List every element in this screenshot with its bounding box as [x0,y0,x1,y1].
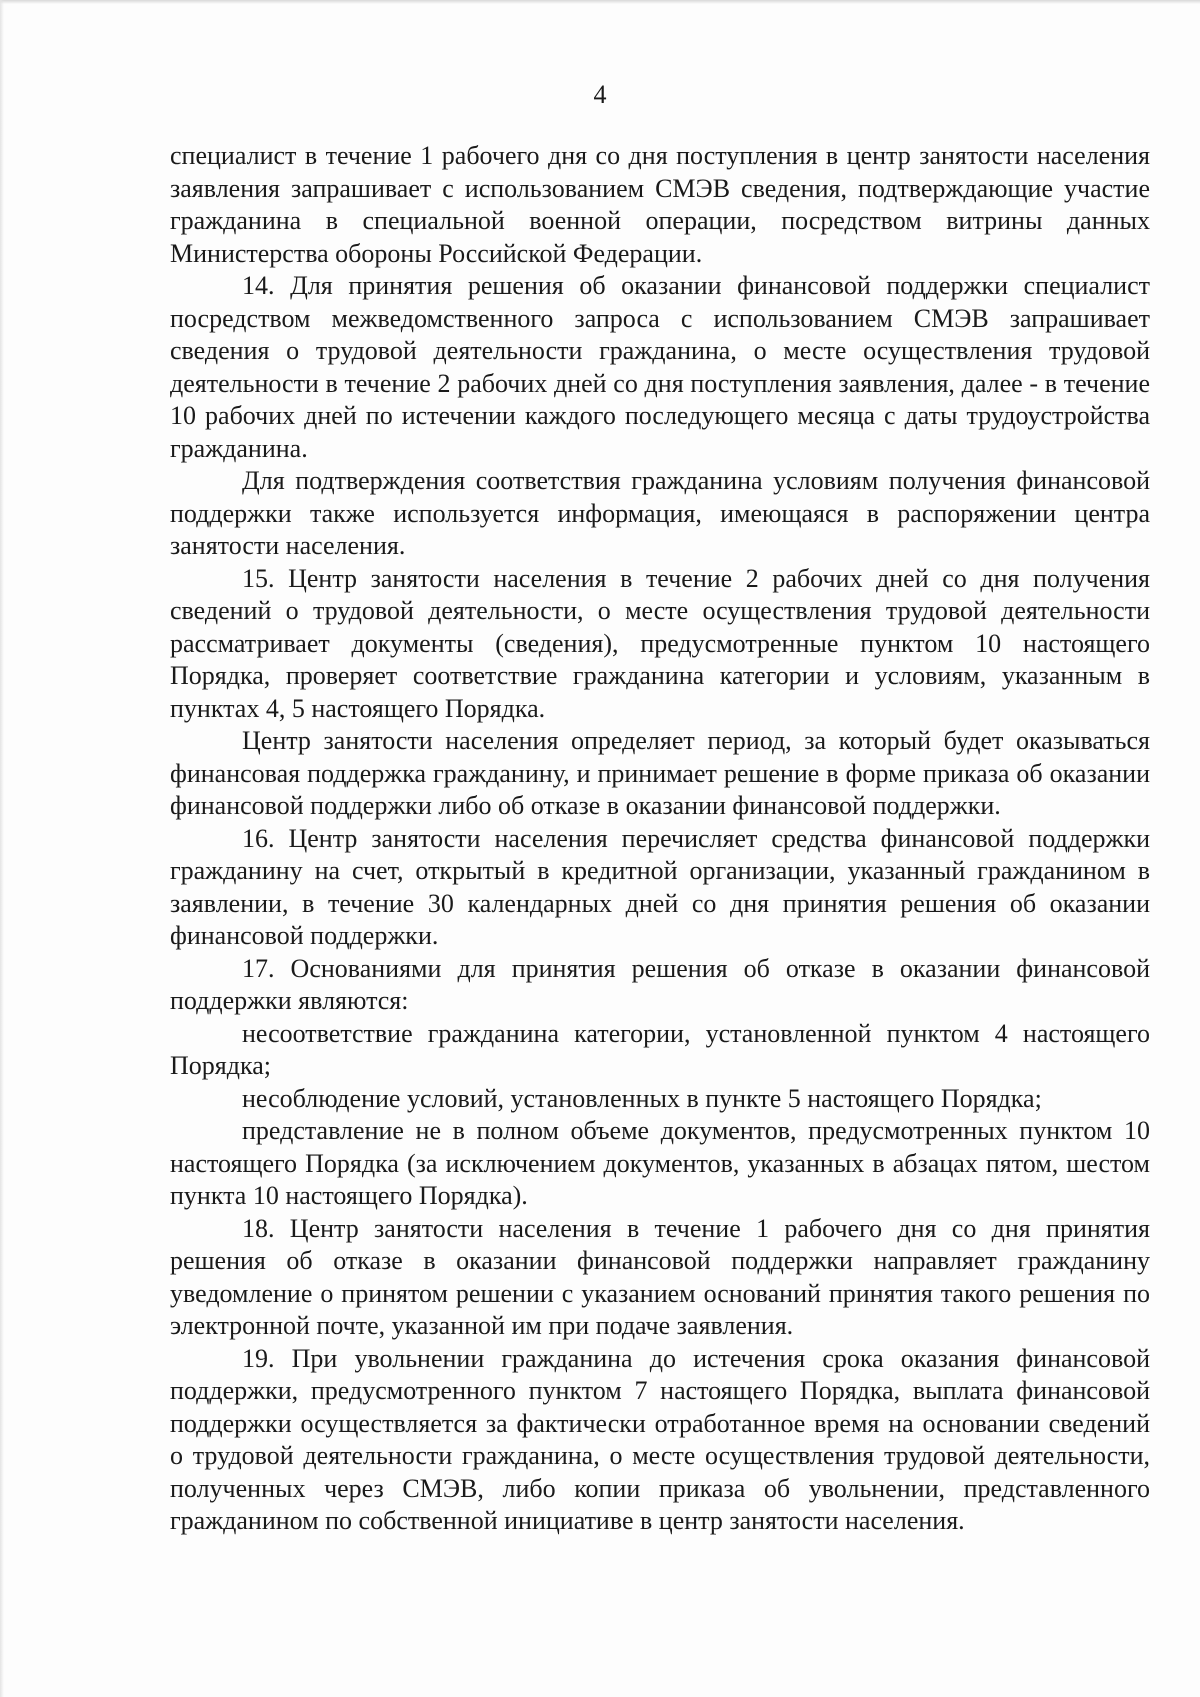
list-item: представление не в полном объеме документов, предусмотренных пунктом 10 настоящего Порядка (за исключением документов, указанных в абзацах пятом, шестом пункта 10 настоящего Порядка). [170,1116,1150,1210]
page-number: 4 [593,80,607,109]
paragraph: Для подтверждения соответствия гражданина условиям получения финансовой поддержки также используется информация, имеющаяся в распоряжении центра занятости населения. [170,466,1150,560]
paragraph-item-19: 19. При увольнении гражданина до истечения срока оказания финансовой поддержки, предусмотренного пунктом 7 настоящего Порядка, выплата финансовой поддержки осуществляется за фактически отработанное время на основании сведений о трудовой деятельности гражданина, о месте осуществления трудовой деятельности, полученных через СМЭВ, либо копии приказа об увольнении, представленного гражданином по собственной инициативе в центр занятости населения. [170,1343,1150,1535]
list-item: несоответствие гражданина категории, установленной пунктом 4 настоящего Порядка; [170,1018,1150,1080]
paragraph-item-15: 15. Центр занятости населения в течение 2 рабочих дней со дня получения сведений о трудовой деятельности, о месте осуществления трудовой деятельности рассматривает документы (сведения), предусмотренные пунктом 10 настоящего Порядка, проверяет соответствие гражданина категории и условиям, указанным в пунктах 4, 5 настоящего Порядка. [170,563,1150,723]
paragraph-item-16: 16. Центр занятости населения перечисляет средства финансовой поддержки гражданину на счет, открытый в кредитной организации, указанный гражданином в заявлении, в течение 30 календарных дней со дня принятия решения об оказании финансовой поддержки. [170,823,1150,950]
paragraph-continuation: специалист в течение 1 рабочего дня со дня поступления в центр занятости населения заявления запрашивает с использованием СМЭВ сведения, подтверждающие участие гражданина в специальной военной операции, посредством витрины данных Министерства обороны Российской Федерации. [170,141,1150,268]
paragraph-item-17: 17. Основаниями для принятия решения об отказе в оказании финансовой поддержки являются: [170,953,1150,1015]
paragraph-item-18: 18. Центр занятости населения в течение 1 рабочего дня со дня принятия решения об отказе в оказании финансовой поддержки направляет гражданину уведомление о принятом решении с указанием оснований принятия такого решения по электронной почте, указанной им при подаче заявления. [170,1213,1150,1340]
scan-edge-left [0,0,4,1697]
scan-edge-top [0,0,1200,4]
list-item: несоблюдение условий, установленных в пункте 5 настоящего Порядка; [242,1083,1042,1113]
paragraph-item-14: 14. Для принятия решения об оказании финансовой поддержки специалист посредством межведомственного запроса с использованием СМЭВ запрашивает сведения о трудовой деятельности гражданина, о месте осуществления трудовой деятельности в течение 2 рабочих дней со дня поступления заявления, далее - в течение 10 рабочих дней по истечении каждого последующего месяца с даты трудоустройства гражданина. [170,271,1150,463]
document-body [170,140,1150,1538]
paragraph: Центр занятости населения определяет период, за который будет оказываться финансовая поддержка гражданину, и принимает решение в форме приказа об оказании финансовой поддержки либо об отказе в оказании финансовой поддержки. [170,726,1150,820]
